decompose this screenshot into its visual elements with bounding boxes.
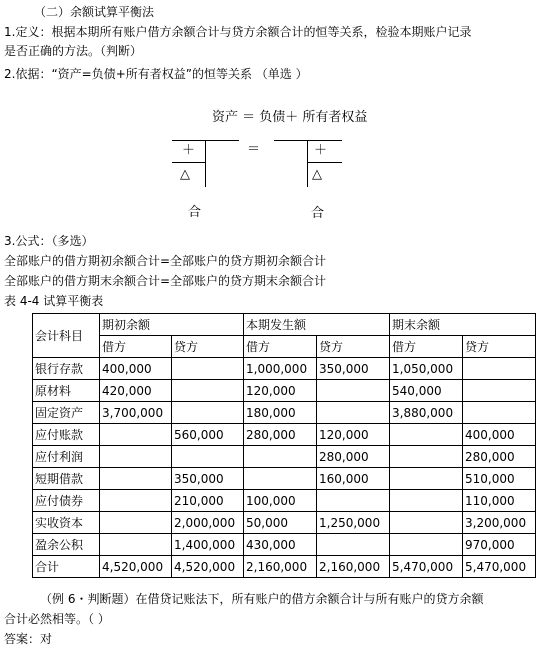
formula-line-2: 全部账户的借方期末余额合计=全部账户的贷方期末余额合计	[4, 274, 327, 288]
amount-cell: 970,000	[463, 534, 536, 556]
equation-label: 资产 ＝ 负债＋ 所有者权益	[212, 110, 368, 125]
amount-cell	[390, 446, 463, 468]
example-line-1: （例 6・判断题）在借贷记账法下，所有账户的借方余额合计与所有账户的贷方余额	[40, 592, 484, 606]
table-row	[33, 490, 536, 512]
amount-cell	[172, 446, 244, 468]
table-row	[33, 534, 536, 556]
basis-line: 2.依据：“资产=负债+所有者权益”的恒等关系 （单选 ）	[4, 67, 308, 81]
amount-cell: 120,000	[244, 380, 317, 402]
header-credit: 贷方	[463, 336, 536, 358]
amount-cell	[317, 402, 390, 424]
table-row	[33, 446, 536, 468]
example-line-2: 合计必然相等。（ ）	[4, 612, 110, 626]
account-name-cell: 固定资产	[33, 402, 100, 424]
amount-cell	[172, 358, 244, 380]
amount-cell	[390, 512, 463, 534]
amount-cell: 110,000	[463, 490, 536, 512]
amount-cell	[172, 402, 244, 424]
amount-cell: 1,400,000	[172, 534, 244, 556]
amount-cell: 280,000	[463, 446, 536, 468]
amount-cell	[317, 380, 390, 402]
amount-cell: 3,880,000	[390, 402, 463, 424]
header-credit: 贷方	[172, 336, 244, 358]
amount-cell	[317, 490, 390, 512]
amount-cell: 400,000	[100, 358, 172, 380]
right-t-top-line	[274, 140, 342, 141]
table-row	[33, 402, 536, 424]
amount-cell	[463, 402, 536, 424]
right-t-stem	[307, 140, 308, 187]
amount-cell: 280,000	[317, 446, 390, 468]
amount-cell: 2,160,000	[317, 556, 390, 578]
table-sub-header-row	[33, 336, 536, 358]
table-title: 表 4-4 试算平衡表	[4, 294, 104, 308]
left-t-stem	[205, 140, 206, 187]
header-period-activity: 本期发生额	[244, 314, 390, 336]
amount-cell: 3,700,000	[100, 402, 172, 424]
amount-cell	[100, 512, 172, 534]
right-plus-sign: ＋	[314, 143, 328, 158]
header-closing-balance: 期末余额	[390, 314, 536, 336]
account-name-cell: 短期借款	[33, 468, 100, 490]
right-total-label: 合	[311, 206, 325, 221]
amount-cell	[390, 424, 463, 446]
table-total-row	[33, 556, 536, 578]
header-debit: 借方	[244, 336, 317, 358]
account-name-cell: 盈余公积	[33, 534, 100, 556]
amount-cell: 280,000	[244, 424, 317, 446]
amount-cell: 4,520,000	[172, 556, 244, 578]
section-heading: （二）余额试算平衡法	[34, 5, 155, 19]
amount-cell: 350,000	[317, 358, 390, 380]
t-account-diagram	[0, 96, 558, 226]
table-row	[33, 468, 536, 490]
table-group-header-row	[33, 314, 536, 336]
amount-cell	[390, 490, 463, 512]
answer-line: 答案：对	[4, 632, 53, 646]
amount-cell: 50,000	[244, 512, 317, 534]
amount-cell: 160,000	[317, 468, 390, 490]
amount-cell: 3,200,000	[463, 512, 536, 534]
account-name-cell: 应付利润	[33, 446, 100, 468]
amount-cell: 420,000	[100, 380, 172, 402]
amount-cell	[100, 468, 172, 490]
trial-balance-table	[32, 313, 536, 578]
formula-line-1: 全部账户的借方期初余额合计=全部账户的贷方期初余额合计	[4, 254, 327, 268]
amount-cell: 120,000	[317, 424, 390, 446]
amount-cell: 2,000,000	[172, 512, 244, 534]
amount-cell: 1,000,000	[244, 358, 317, 380]
amount-cell: 560,000	[172, 424, 244, 446]
amount-cell	[100, 446, 172, 468]
amount-cell: 4,520,000	[100, 556, 172, 578]
account-name-cell: 应付账款	[33, 424, 100, 446]
right-t-subtotal-line	[308, 162, 342, 163]
amount-cell	[463, 358, 536, 380]
left-plus-sign: ＋	[182, 143, 196, 158]
left-delta-sign: △	[180, 167, 190, 182]
amount-cell: 350,000	[172, 468, 244, 490]
amount-cell: 540,000	[390, 380, 463, 402]
formula-heading: 3.公式：（多选）	[4, 234, 94, 248]
amount-cell: 430,000	[244, 534, 317, 556]
amount-cell: 400,000	[463, 424, 536, 446]
amount-cell: 210,000	[172, 490, 244, 512]
table-row	[33, 380, 536, 402]
amount-cell: 510,000	[463, 468, 536, 490]
header-account: 会计科目	[33, 314, 100, 358]
amount-cell	[100, 424, 172, 446]
header-debit: 借方	[100, 336, 172, 358]
definition-line-1: 1.定义：根据本期所有账户借方余额合计与贷方余额合计的恒等关系，检验本期账户记录	[4, 25, 472, 39]
header-debit: 借方	[390, 336, 463, 358]
table-row	[33, 512, 536, 534]
amount-cell	[317, 534, 390, 556]
amount-cell	[172, 380, 244, 402]
account-name-cell: 银行存款	[33, 358, 100, 380]
left-t-subtotal-line	[172, 162, 206, 163]
amount-cell: 5,470,000	[463, 556, 536, 578]
amount-cell	[463, 380, 536, 402]
table-row	[33, 424, 536, 446]
amount-cell	[100, 490, 172, 512]
amount-cell	[244, 468, 317, 490]
amount-cell	[390, 468, 463, 490]
amount-cell: 100,000	[244, 490, 317, 512]
amount-cell	[244, 446, 317, 468]
account-name-cell: 原材料	[33, 380, 100, 402]
amount-cell: 1,050,000	[390, 358, 463, 380]
diagram-equals-sign: ＝	[247, 142, 261, 157]
amount-cell	[100, 534, 172, 556]
account-name-cell: 实收资本	[33, 512, 100, 534]
definition-line-2: 是否正确的方法。（判断）	[4, 44, 143, 58]
amount-cell	[390, 534, 463, 556]
amount-cell: 1,250,000	[317, 512, 390, 534]
amount-cell: 180,000	[244, 402, 317, 424]
table-row	[33, 358, 536, 380]
account-name-cell: 合计	[33, 556, 100, 578]
header-credit: 贷方	[317, 336, 390, 358]
account-name-cell: 应付债券	[33, 490, 100, 512]
header-opening-balance: 期初余额	[100, 314, 244, 336]
amount-cell: 5,470,000	[390, 556, 463, 578]
left-total-label: 合	[188, 205, 202, 220]
right-delta-sign: △	[312, 167, 322, 182]
amount-cell: 2,160,000	[244, 556, 317, 578]
